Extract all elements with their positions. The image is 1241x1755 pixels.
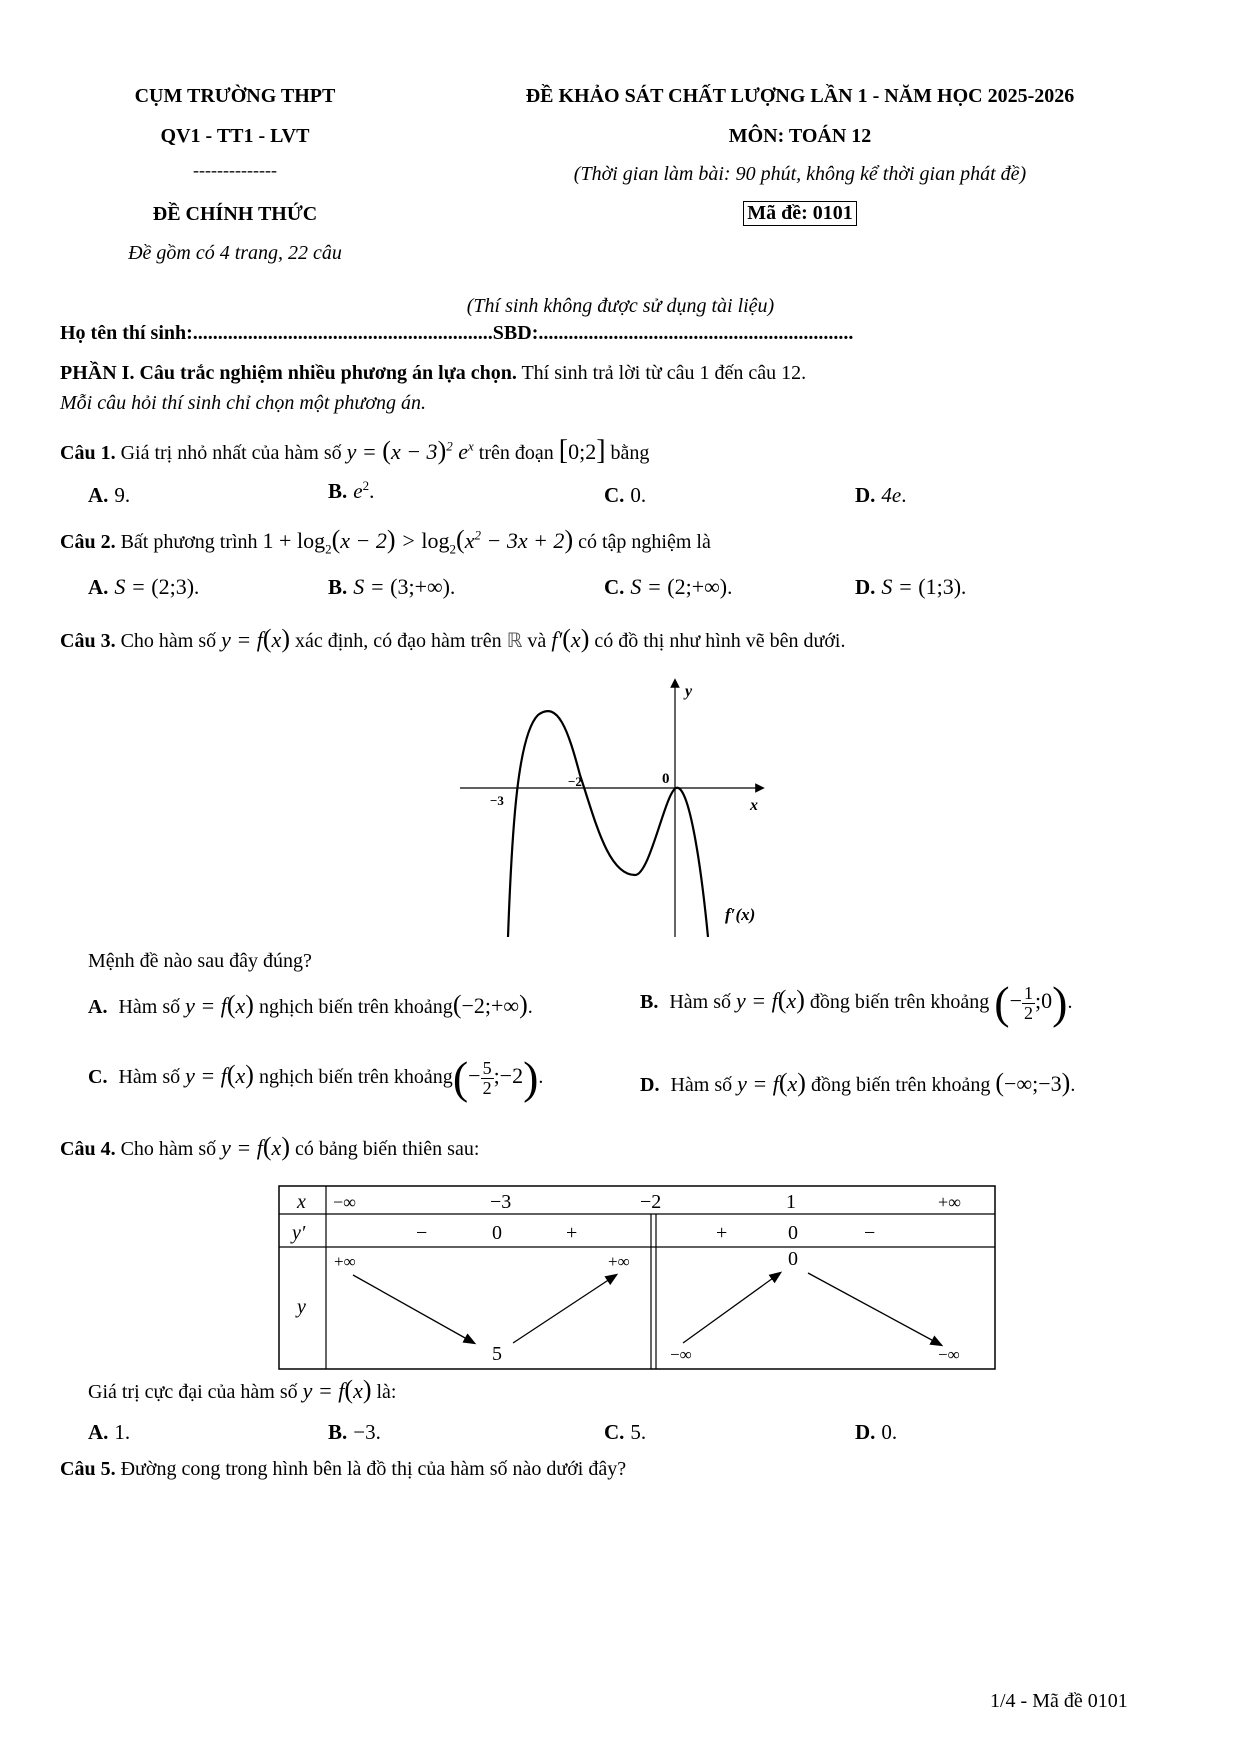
candidate-line: Họ tên thí sinh:............................................................SBD:............................................................... bbox=[60, 322, 854, 344]
q1-d-label: D. bbox=[855, 483, 876, 507]
vt-y-3: +∞ bbox=[608, 1252, 630, 1271]
q4-text-end: có bảng biến thiên sau: bbox=[289, 1138, 480, 1160]
q3-b-interval: (− $\frac{1}{2}$ ;0) bbox=[994, 977, 1068, 1028]
q3-a-text2: nghịch biến trên khoảng bbox=[253, 996, 453, 1018]
q4-prompt-func: y = f(x) bbox=[302, 1375, 372, 1404]
q2-c-label: C. bbox=[604, 575, 625, 599]
q2-a-label: A. bbox=[88, 575, 109, 599]
q3-prompt: Mệnh đề nào sau đây đúng? bbox=[88, 950, 312, 972]
q2-text-end: có tập nghiệm là bbox=[573, 531, 711, 553]
q3-option-c[interactable]: C. Hàm số y = f(x) nghịch biến trên khoảng(− $\frac{5}{2}$ ;−2). bbox=[88, 1052, 544, 1103]
q3-option-d[interactable]: D. Hàm số y = f(x) đồng biến trên khoảng (−∞;−3). bbox=[640, 1068, 1076, 1097]
q3-text-domain: xác định, có đạo hàm trên bbox=[289, 630, 507, 652]
q4-option-a[interactable]: A. 1. bbox=[88, 1420, 131, 1444]
q4-d-value: 0 bbox=[881, 1420, 892, 1444]
real-numbers-symbol: ℝ bbox=[506, 628, 523, 652]
vt-x-4: 1 bbox=[786, 1191, 796, 1213]
part1-note: Mỗi câu hỏi thí sinh chỉ chọn một phương án. bbox=[60, 392, 426, 414]
x-axis-label: x bbox=[750, 797, 758, 814]
official-label: ĐỀ CHÍNH THỨC bbox=[152, 203, 318, 225]
q3-c-label: C. bbox=[88, 1066, 108, 1089]
q1-a-label: A. bbox=[88, 483, 109, 507]
q2-b-value: S = (3;+∞) bbox=[353, 574, 450, 599]
vt-arrow-down-2 bbox=[808, 1273, 941, 1345]
vt-yp-2: 0 bbox=[492, 1222, 502, 1244]
q2-d-label: D. bbox=[855, 575, 876, 599]
q2-option-c[interactable]: C. S = (2;+∞). bbox=[604, 574, 733, 599]
q3-d-text2: đồng biến trên khoảng bbox=[805, 1074, 996, 1096]
derivative-curve bbox=[508, 711, 708, 937]
q2-d-value: S = (1;3) bbox=[881, 574, 962, 599]
q4-a-label: A. bbox=[88, 1420, 109, 1444]
q4-a-value: 1 bbox=[114, 1420, 125, 1444]
q1-function: $y = (x - 3)^2$ $e^x$ bbox=[346, 436, 474, 465]
q1-interval: [0;2] bbox=[558, 435, 606, 466]
exam-code-box bbox=[440, 201, 1160, 226]
header-divider: -------------- bbox=[193, 160, 277, 180]
q4-b-value: −3 bbox=[353, 1420, 376, 1444]
q1-option-a[interactable]: A. 9. bbox=[88, 483, 131, 507]
q4-function: y = f(x) bbox=[221, 1132, 290, 1161]
vt-x-5: +∞ bbox=[938, 1192, 961, 1212]
vt-yp-1: − bbox=[416, 1222, 428, 1244]
q3-b-label: B. bbox=[640, 991, 659, 1014]
vt-y-head: y bbox=[297, 1296, 306, 1318]
q2-option-d[interactable]: D. S = (1;3). bbox=[855, 574, 967, 599]
q4-c-value: 5 bbox=[630, 1420, 641, 1444]
q4-prompt-end: là: bbox=[371, 1381, 397, 1403]
q3-d-func: y = f(x) bbox=[737, 1068, 806, 1097]
q3-d-text: Hàm số bbox=[665, 1074, 738, 1096]
q2-label: Câu 2. bbox=[60, 531, 116, 553]
q4-text: Cho hàm số bbox=[115, 1138, 222, 1160]
page-footer: 1/4 - Mã đề 0101 bbox=[990, 1690, 1128, 1712]
q1-text: Giá trị nhỏ nhất của hàm số bbox=[115, 442, 347, 464]
y-axis-label: y bbox=[685, 683, 693, 700]
origin-label: 0 bbox=[662, 771, 670, 787]
q1-text-interval: trên đoạn bbox=[473, 442, 559, 464]
vt-arrow-up-2 bbox=[683, 1273, 780, 1343]
q4-label: Câu 4. bbox=[60, 1138, 116, 1160]
vt-y-4: −∞ bbox=[670, 1345, 692, 1364]
q3-function: y = f(x) bbox=[221, 624, 290, 653]
q4-c-label: C. bbox=[604, 1420, 625, 1444]
vt-yp-head: y′ bbox=[292, 1222, 306, 1244]
tick-minus-3: −3 bbox=[490, 793, 504, 808]
q3-text-end: có đồ thị như hình vẽ bên dưới. bbox=[589, 630, 846, 652]
q2-a-value: S = (2;3) bbox=[114, 574, 195, 599]
vt-yp-6: − bbox=[864, 1222, 876, 1244]
q3-d-interval: (−∞;−3) bbox=[995, 1068, 1071, 1097]
pages-info: Đề gồm có 4 trang, 22 câu bbox=[128, 242, 342, 264]
vt-x-head: x bbox=[297, 1191, 306, 1213]
question-4 bbox=[60, 1132, 479, 1162]
q5-label: Câu 5. bbox=[60, 1458, 116, 1480]
q1-c-label: C. bbox=[604, 483, 625, 507]
q1-b-value: e bbox=[353, 479, 363, 503]
q3-d-label: D. bbox=[640, 1074, 660, 1096]
vt-y-2: 5 bbox=[492, 1343, 502, 1365]
question-3 bbox=[60, 624, 845, 654]
exam-title: ĐỀ KHẢO SÁT CHẤT LƯỢNG LẦN 1 - NĂM HỌC 2025-2026 bbox=[525, 85, 1075, 107]
q3-a-text: Hàm số bbox=[113, 996, 186, 1018]
vt-arrow-down-1 bbox=[353, 1275, 474, 1343]
subject: MÔN: TOÁN 12 bbox=[728, 125, 872, 147]
vt-yp-5: 0 bbox=[788, 1222, 798, 1244]
tick-minus-2: −2 bbox=[568, 774, 582, 789]
q3-c-func: y = f(x) bbox=[185, 1060, 254, 1090]
q3-text-and: và bbox=[522, 630, 552, 652]
q1-option-d[interactable]: D. 4e. bbox=[855, 483, 907, 507]
q2-inequality: $1 + \log_2(x - 2) > \log_2(x^2 - 3x + 2)$ bbox=[262, 525, 574, 557]
vt-arrow-up-1 bbox=[513, 1275, 616, 1343]
part1-title: PHẦN I. Câu trắc nghiệm nhiều phương án lựa chọn. bbox=[60, 362, 517, 384]
q2-b-label: B. bbox=[328, 575, 348, 599]
q3-c-text: Hàm số bbox=[113, 1066, 186, 1089]
exam-code: Mã đề: 0101 bbox=[743, 201, 857, 226]
q2-c-value: S = (2;+∞) bbox=[630, 574, 728, 599]
vt-x-3: −2 bbox=[640, 1191, 662, 1213]
q3-option-a[interactable]: A. Hàm số y = f(x) nghịch biến trên khoảng(−2;+∞). bbox=[88, 990, 533, 1019]
q1-b-label: B. bbox=[328, 479, 348, 503]
q3-c-interval: (− $\frac{5}{2}$ ;−2) bbox=[452, 1052, 539, 1103]
curve-label: f′(x) bbox=[725, 905, 756, 924]
q1-a-value: 9 bbox=[114, 483, 125, 507]
q3-option-b[interactable]: B. Hàm số y = f(x) đồng biến trên khoảng (− $\frac{1}{2}$ ;0). bbox=[640, 977, 1073, 1028]
vt-y-5: 0 bbox=[788, 1248, 798, 1270]
vt-y-1: +∞ bbox=[334, 1252, 356, 1271]
q3-a-interval: (−2;+∞) bbox=[452, 990, 528, 1019]
q3-a-func: y = f(x) bbox=[185, 990, 254, 1019]
school-cluster: CỤM TRƯỜNG THPT bbox=[134, 85, 336, 107]
vt-x-1: −∞ bbox=[333, 1192, 356, 1212]
q2-text: Bất phương trình bbox=[115, 531, 263, 553]
vt-y-6: −∞ bbox=[938, 1345, 960, 1364]
q1-option-b[interactable]: B. $e^2$. bbox=[328, 478, 375, 503]
q1-text-end: bằng bbox=[605, 442, 650, 464]
q1-c-value: 0 bbox=[630, 483, 641, 507]
vt-yp-3: + bbox=[566, 1222, 578, 1244]
q1-label: Câu 1. bbox=[60, 442, 116, 464]
school-names: QV1 - TT1 - LVT bbox=[160, 125, 310, 147]
q3-label: Câu 3. bbox=[60, 630, 116, 652]
q4-prompt bbox=[88, 1375, 397, 1405]
q3-text: Cho hàm số bbox=[115, 630, 222, 652]
q4-option-d[interactable]: D. 0. bbox=[855, 1420, 898, 1444]
q3-b-text: Hàm số bbox=[664, 991, 737, 1014]
q4-option-b[interactable]: B. −3. bbox=[328, 1420, 381, 1444]
part1-heading bbox=[60, 362, 806, 385]
question-1 bbox=[60, 435, 649, 467]
vt-yp-4: + bbox=[716, 1222, 728, 1244]
q1-option-c[interactable]: C. 0. bbox=[604, 483, 647, 507]
part1-instruction: Thí sinh trả lời từ câu 1 đến câu 12. bbox=[516, 362, 807, 384]
q4-variation-table bbox=[278, 1185, 996, 1370]
q3-derivative-graph bbox=[450, 675, 790, 940]
q3-a-label: A. bbox=[88, 996, 108, 1018]
question-5 bbox=[60, 1458, 626, 1481]
q4-b-label: B. bbox=[328, 1420, 348, 1444]
no-materials-note: (Thí sinh không được sử dụng tài liệu) bbox=[466, 295, 775, 317]
q4-d-label: D. bbox=[855, 1420, 876, 1444]
q3-c-text2: nghịch biến trên khoảng bbox=[253, 1066, 453, 1089]
q3-b-text2: đồng biến trên khoảng bbox=[804, 991, 995, 1014]
q5-text: Đường cong trong hình bên là đồ thị của hàm số nào dưới đây? bbox=[115, 1458, 627, 1480]
q1-d-value: 4e bbox=[881, 483, 902, 507]
q3-b-func: y = f(x) bbox=[736, 985, 805, 1015]
q2-option-a[interactable]: A. S = (2;3). bbox=[88, 574, 200, 599]
question-2 bbox=[60, 525, 711, 557]
q4-option-c[interactable]: C. 5. bbox=[604, 1420, 647, 1444]
duration: (Thời gian làm bài: 90 phút, không kể thời gian phát đề) bbox=[573, 163, 1027, 185]
q3-derivative: f′(x) bbox=[551, 624, 590, 653]
vt-x-2: −3 bbox=[490, 1191, 512, 1213]
q2-option-b[interactable]: B. S = (3;+∞). bbox=[328, 574, 456, 599]
q4-prompt-text: Giá trị cực đại của hàm số bbox=[88, 1381, 303, 1403]
